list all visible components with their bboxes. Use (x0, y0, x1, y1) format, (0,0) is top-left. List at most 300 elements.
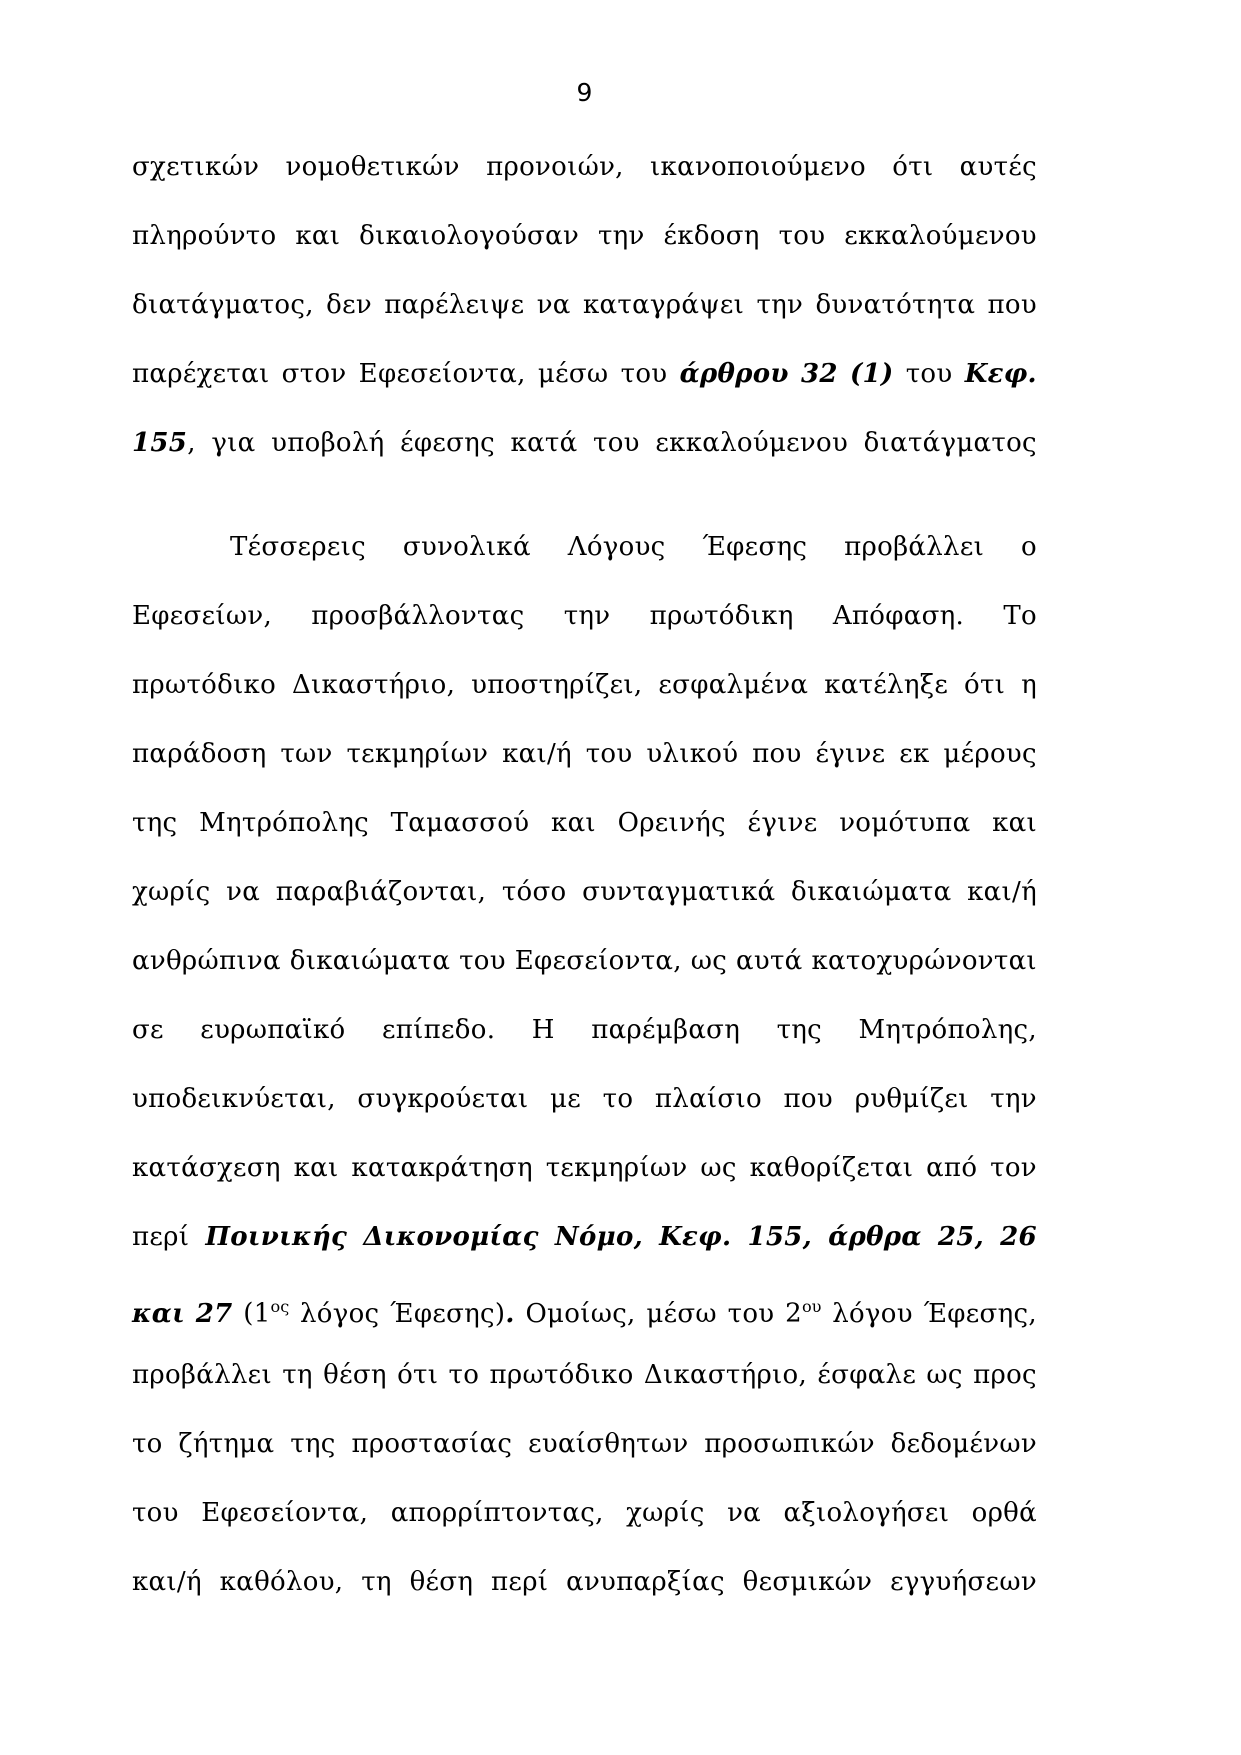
body-text: Το (1003, 601, 1037, 631)
body-text: ανυπαρξίας (566, 1567, 725, 1597)
body-text: ως (926, 1360, 963, 1390)
word (271, 409, 384, 478)
word (988, 271, 1037, 340)
body-text: προσβάλλοντας (311, 601, 525, 631)
word (582, 858, 775, 927)
word (964, 651, 1005, 720)
body-text: συνταγματικά (582, 877, 776, 907)
word (626, 1479, 705, 1548)
body-text: παρέχεται (132, 359, 270, 389)
text-line (132, 1548, 1037, 1617)
word (564, 582, 611, 651)
body-text: του (585, 739, 633, 769)
body-text: και/ή (967, 877, 1037, 907)
word (400, 409, 495, 478)
word (938, 1203, 984, 1272)
word (598, 202, 645, 271)
body-text: των (280, 739, 333, 769)
body-text: Λόγους (567, 532, 666, 562)
word (391, 789, 530, 858)
word (965, 340, 1037, 409)
body-text: ικανοποιούμενο (650, 152, 866, 182)
body-text: την (990, 1084, 1037, 1114)
word (801, 340, 838, 409)
word (704, 1410, 875, 1479)
word (390, 1280, 515, 1349)
body-text: για (211, 428, 256, 458)
text-line (132, 858, 1037, 927)
word (363, 1203, 538, 1272)
word (655, 409, 848, 478)
body-text: πρωτόδικη (649, 601, 794, 631)
word (926, 1341, 962, 1410)
word (748, 789, 818, 858)
word (397, 1341, 438, 1410)
body-text: έγινε (815, 739, 886, 769)
body-text: έσφαλε (817, 1360, 917, 1390)
body-text: (1 (243, 1298, 271, 1329)
word (211, 409, 255, 478)
word (132, 1548, 202, 1617)
word (992, 789, 1037, 858)
body-text: του (620, 359, 668, 389)
word (502, 858, 567, 927)
word (132, 1410, 163, 1479)
word (410, 1548, 474, 1617)
word (525, 1280, 635, 1349)
word (833, 582, 964, 651)
body-text: του (778, 221, 826, 251)
body-text: θεσμικών (742, 1567, 873, 1597)
body-text: του (727, 1298, 775, 1329)
word (618, 789, 726, 858)
word (700, 1134, 736, 1203)
body-text: δεδομένων (890, 1429, 1037, 1459)
word (132, 1203, 189, 1272)
word (555, 1203, 643, 1272)
word (132, 582, 272, 651)
body-text: παραβιάζονται, (275, 877, 487, 907)
word (384, 271, 524, 340)
bold-italic-text: Ποινικής (205, 1222, 348, 1252)
word (132, 1134, 281, 1203)
word (292, 651, 455, 720)
word (282, 340, 347, 409)
body-text: Έφεσης (702, 532, 808, 562)
word (658, 651, 808, 720)
word (811, 927, 1037, 996)
word (655, 1065, 762, 1134)
word (300, 1280, 379, 1349)
body-text: να (226, 877, 261, 907)
word (199, 789, 369, 858)
word (459, 927, 506, 996)
word (906, 340, 953, 409)
text-line (132, 789, 1037, 858)
word (603, 1065, 634, 1134)
word (702, 513, 807, 582)
body-text: Δικαστήριο, (291, 670, 456, 700)
body-text: ρυθμίζει (854, 1084, 969, 1114)
body-text: ότι (397, 1360, 439, 1390)
paragraph (132, 133, 1037, 478)
word (196, 1280, 233, 1349)
text-line (132, 340, 1037, 409)
word (566, 1548, 725, 1617)
body-text: τον (990, 1153, 1037, 1183)
text-line (132, 133, 1037, 202)
body-text: και/ή (502, 739, 572, 769)
body-text: κατά (510, 428, 578, 458)
bold-italic-text: 155, (747, 1222, 813, 1252)
word (924, 1280, 1037, 1349)
word (650, 133, 866, 202)
word (1021, 513, 1037, 582)
text-line (132, 1479, 1037, 1548)
word (646, 720, 738, 789)
body-text: από (926, 1153, 978, 1183)
body-text: της (776, 1015, 823, 1045)
text-line (132, 513, 1037, 582)
body-text: εσφαλμένα (658, 670, 809, 700)
body-text: προβάλλει (132, 1360, 272, 1390)
word (591, 996, 740, 1065)
body-text: και (293, 1153, 339, 1183)
text-line (132, 409, 1037, 478)
body-text: Εφεσείων, (132, 601, 273, 631)
body-text: κατάσχεση (132, 1153, 281, 1183)
word (784, 1479, 950, 1548)
word (515, 927, 682, 996)
body-text: δεν (326, 290, 372, 320)
body-text: πρωτόδικο (132, 670, 277, 700)
word (727, 1479, 761, 1548)
word (659, 1203, 731, 1272)
body-text: καταγράψει (582, 290, 745, 320)
bold-italic-text: (1) (849, 359, 894, 389)
body-text: Η (531, 1015, 555, 1045)
body-text: του (132, 1498, 179, 1528)
word (280, 720, 332, 789)
body-text: 2 (785, 1298, 802, 1329)
body-text: Μητρόπολης (199, 808, 369, 838)
word (728, 1280, 775, 1349)
word (850, 340, 894, 409)
body-text: , (187, 428, 196, 458)
word (550, 1065, 581, 1134)
bold-italic-text: 25, (937, 1222, 984, 1252)
text-line (132, 1410, 1037, 1479)
body-text: Εφεσείοντα, (201, 1498, 369, 1528)
word (286, 133, 460, 202)
body-text: εκκαλούμενου (655, 428, 849, 458)
body-text: χωρίς (626, 1498, 705, 1528)
body-text: του (905, 359, 953, 389)
body-text: παράδοση (132, 739, 267, 769)
body-text: τεκμηρίων (545, 1153, 688, 1183)
body-text: ορθά (971, 1498, 1037, 1528)
word (551, 789, 596, 858)
body-text: νομότυπα (839, 808, 971, 838)
body-text: περί (132, 1222, 190, 1252)
word (828, 1203, 921, 1272)
body-text: Εφεσείοντα, (514, 946, 682, 976)
body-text: και/ή (132, 1567, 202, 1597)
word (346, 720, 488, 789)
bold-italic-text: Νόμο, (554, 1222, 643, 1252)
body-text: ζήτημα (178, 1429, 275, 1459)
bold-italic-text: και (132, 1298, 185, 1329)
word (132, 271, 314, 340)
word (132, 133, 259, 202)
word (972, 1479, 1037, 1548)
word (382, 996, 495, 1065)
word (290, 1410, 335, 1479)
body-text: συνολικά (402, 532, 531, 562)
text-line (132, 1065, 1037, 1134)
word (817, 1341, 916, 1410)
word (890, 1548, 1037, 1617)
body-text: στον (281, 359, 347, 389)
word (230, 513, 366, 582)
superscript-text: ος (270, 1297, 290, 1316)
bold-italic-text: άρθρα (828, 1222, 922, 1252)
word (752, 720, 801, 789)
body-text: που (987, 290, 1037, 320)
word (864, 409, 1037, 478)
word (132, 789, 177, 858)
word (403, 513, 531, 582)
body-text: ως (690, 946, 728, 976)
bold-italic-text: 26 (1000, 1222, 1037, 1252)
word (568, 513, 666, 582)
body-text: νομοθετικών (285, 152, 460, 182)
text-line (132, 271, 1037, 340)
body-text: Ορεινής (617, 808, 726, 838)
word (351, 1410, 512, 1479)
word (132, 927, 281, 996)
word (691, 927, 727, 996)
body-text: έφεσης (400, 428, 495, 458)
text-line (132, 1134, 1037, 1203)
word (650, 582, 794, 651)
word (899, 720, 929, 789)
page-number: 9 (576, 78, 593, 107)
body-text: με (550, 1084, 582, 1114)
body-text: κατακράτηση (351, 1153, 533, 1183)
body-text: ότι (964, 670, 1006, 700)
word (538, 340, 609, 409)
word (351, 1134, 532, 1203)
body-text: Εφεσείοντα, (358, 359, 526, 389)
word (449, 1341, 480, 1410)
text-line (132, 1203, 1037, 1272)
word (858, 996, 1036, 1065)
body-text: της (132, 808, 178, 838)
body-text: προσωπικών (704, 1429, 875, 1459)
word (490, 1341, 634, 1410)
body-text: η (1021, 670, 1037, 700)
text-line (132, 720, 1037, 789)
word (290, 927, 450, 996)
body-text: την (597, 221, 645, 251)
word (132, 651, 276, 720)
word (132, 1479, 179, 1548)
word (784, 1065, 833, 1134)
word (294, 1134, 339, 1203)
word (361, 1548, 392, 1617)
body-text: ευαίσθητων (528, 1429, 689, 1459)
word (323, 1341, 387, 1410)
word (815, 271, 975, 340)
word (664, 202, 760, 271)
text-line (132, 996, 1037, 1065)
word (502, 720, 572, 789)
word (926, 1134, 977, 1203)
body-text: και (295, 221, 341, 251)
word (528, 1410, 688, 1479)
body-text: ευρωπαϊκό (200, 1015, 346, 1045)
bold-italic-text: Κεφ. (659, 1222, 732, 1252)
text-line (132, 1341, 1037, 1410)
word (990, 1065, 1037, 1134)
body-text: ανθρώπινα (132, 946, 281, 976)
word (855, 1065, 969, 1134)
word (824, 651, 948, 720)
word (471, 651, 642, 720)
body-text: το (448, 1360, 480, 1390)
bold-italic-text: 27 (195, 1298, 233, 1329)
word (844, 513, 984, 582)
bold-italic-text: Δικονομίας (363, 1222, 539, 1252)
word (205, 1203, 347, 1272)
body-text: αυτές (959, 152, 1037, 182)
body-text: τη (282, 1360, 313, 1390)
body-text: διατάγματος (863, 428, 1037, 458)
body-text: λόγος (300, 1298, 380, 1329)
body-text: να (536, 290, 571, 320)
word (132, 1280, 185, 1349)
word (326, 271, 372, 340)
word (1003, 582, 1037, 651)
word (132, 996, 164, 1065)
word (621, 340, 668, 409)
body-text: αυτά (736, 946, 803, 976)
body-text: εκ (899, 739, 930, 769)
word (736, 927, 803, 996)
body-text: μέσω (537, 359, 609, 389)
word (486, 133, 624, 202)
body-text: καθορίζεται (749, 1153, 914, 1183)
word (132, 202, 276, 271)
word (226, 858, 260, 927)
body-text: του (593, 428, 640, 458)
word (743, 1548, 873, 1617)
body-text: τεκμηρίων (346, 739, 489, 769)
text-line (132, 1272, 1037, 1341)
word (756, 271, 803, 340)
body-text: προστασίας (351, 1429, 513, 1459)
body-text: πληρούντο (132, 221, 277, 251)
body-text: υλικού (646, 739, 739, 769)
body-text: ότι (892, 152, 934, 182)
body-text: Τέσσερεις (230, 532, 366, 562)
body-text: επίπεδο. (381, 1015, 496, 1045)
word (967, 858, 1037, 927)
word (132, 1341, 272, 1410)
word (200, 996, 345, 1065)
word (892, 133, 933, 202)
word (359, 340, 526, 409)
body-text: το (602, 1084, 634, 1114)
bold-italic-text: Κεφ. (964, 359, 1037, 389)
body-text: υποδεικνύεται, (132, 1084, 336, 1114)
body-text: έκδοση (663, 221, 760, 251)
body-text: κατέληξε (824, 670, 949, 700)
word (132, 858, 211, 927)
body-text: δικαιολογούσαν (359, 221, 580, 251)
word (844, 202, 1037, 271)
word (357, 1065, 528, 1134)
body-text: Έφεσης) (390, 1298, 506, 1329)
body-text: απορρίπτοντας, (390, 1498, 604, 1528)
word (1000, 1203, 1037, 1272)
word (680, 340, 789, 409)
body-text: Απόφαση. (832, 601, 965, 631)
body-text: θέση (409, 1567, 474, 1597)
word (839, 789, 970, 858)
body-text: πρωτόδικο (489, 1360, 634, 1390)
body-text: Μητρόπολης, (858, 1015, 1037, 1045)
text-line (132, 202, 1037, 271)
word (815, 720, 885, 789)
word (276, 858, 486, 927)
body-text: ο (1021, 532, 1037, 562)
word (646, 1280, 717, 1349)
body-text: προβάλλει (844, 532, 985, 562)
body-text: λόγου (832, 1298, 913, 1329)
word (777, 996, 822, 1065)
body-text: περί (491, 1567, 549, 1597)
word (132, 409, 196, 478)
body-text: εκκαλούμενου (844, 221, 1037, 251)
word (491, 1548, 548, 1617)
text-line (132, 582, 1037, 651)
body-text: Δικαστήριο, (643, 1360, 808, 1390)
superscript-text: ου (801, 1297, 822, 1316)
word (282, 1341, 313, 1410)
body-text: διατάγματος, (132, 290, 314, 320)
body-text: υποβολή (271, 428, 385, 458)
bold-italic-text: . (505, 1298, 515, 1329)
word (511, 409, 578, 478)
body-text: που (783, 1084, 833, 1114)
body-text: μέρους (943, 739, 1037, 769)
word (220, 1548, 344, 1617)
body-text: την (563, 601, 611, 631)
body-text: Έφεσης, (923, 1298, 1037, 1329)
word (359, 202, 579, 271)
body-text: δυνατότητα (815, 290, 976, 320)
body-text: σε (132, 1015, 164, 1045)
body-text: προς (973, 1360, 1037, 1390)
body-text: και (551, 808, 596, 838)
word (791, 858, 951, 927)
text-line (132, 651, 1037, 720)
bold-italic-text: 155 (132, 428, 188, 458)
word (779, 202, 826, 271)
body-text: τη (361, 1567, 392, 1597)
